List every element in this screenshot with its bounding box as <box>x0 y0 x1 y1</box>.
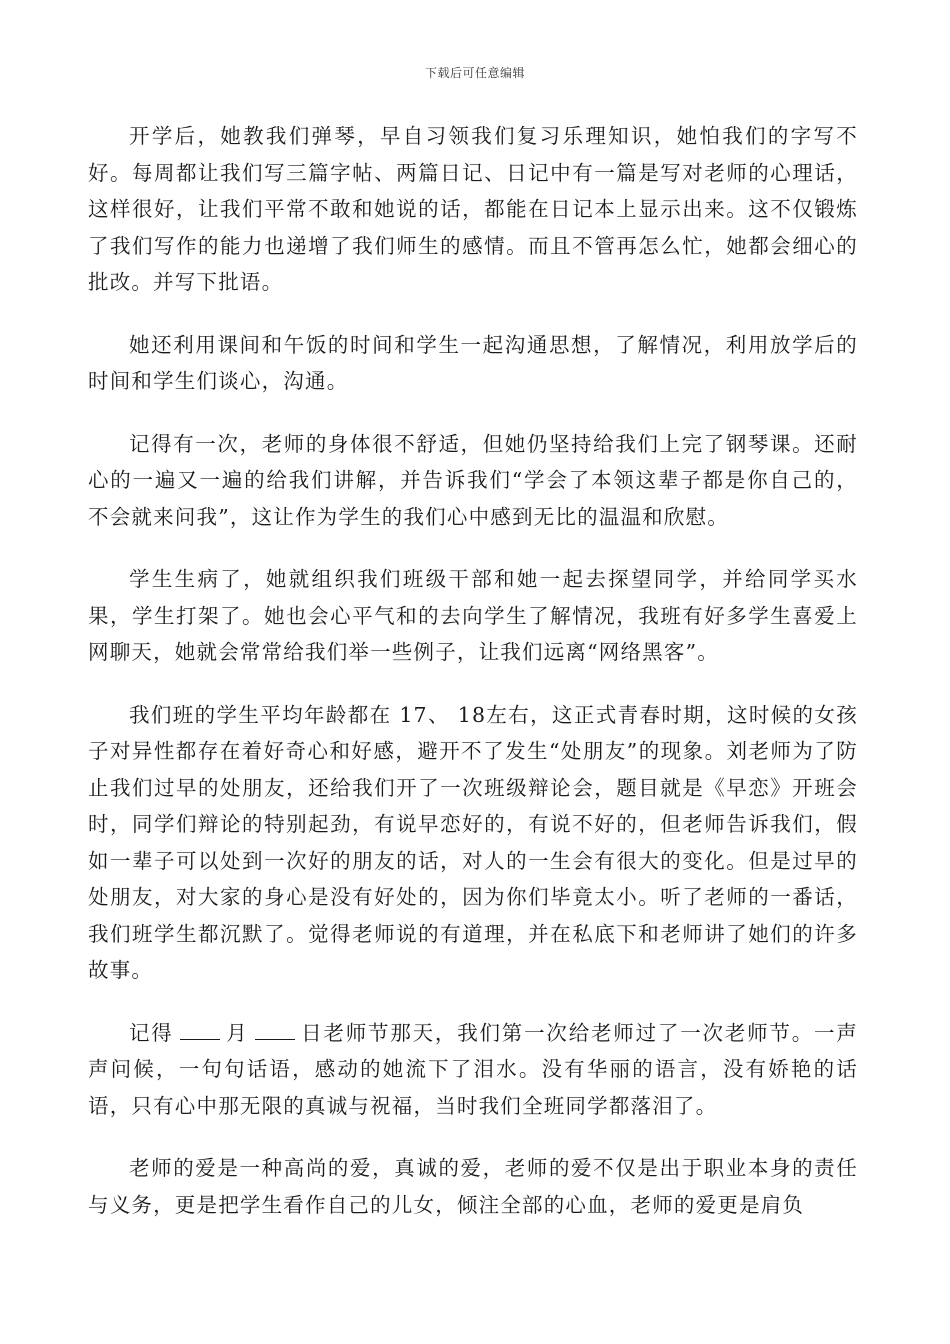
teachers-day-text-3: 日老师节那天，我们第一次给老师过了一次老师节。一声声问候，一句句话语，感动的她流下了泪水。没有华丽的语言，没有娇艳的话语，只有心中那无限的真诚与祝福，当时我们全班同学都落泪了。 <box>88 1020 859 1118</box>
paragraph-last: 老师的爱是一种高尚的爱，真诚的爱，老师的爱不仅是出于职业本身的责任与义务，更是把学生看作自己的儿女，倾注全部的心血，老师的爱更是肩负 <box>88 1156 858 1217</box>
paragraph-3: 记得有一次，老师的身体很不舒适，但她仍坚持给我们上完了钢琴课。还耐心的一遍又一遍的给我们讲解，并告诉我们“学会了本领这辈子都是你自己的，不会就来问我”，这让作为学生的我们心中感到无比的温温和欣慰。 <box>88 431 858 529</box>
paragraph-4: 学生生病了，她就组织我们班级干部和她一起去探望同学，并给同学买水果，学生打架了。她也会心平气和的去向学生了解情况，我班有好多学生喜爱上网聊天，她就会常常给我们举一些例子，让我们远离“网络黑客”。 <box>88 567 858 664</box>
paragraph-5: 我们班的学生平均年龄都在 17、 18左右，这正式青春时期，这时候的女孩子对异性都存在着好奇心和好感，避开不了发生“处朋友”的现象。刘老师为了防止我们过早的处朋友，还给我们开了一次班级辩论会，题目就是《早恋》开班会时，同学们辩论的特别起劲，有说早恋好的，有说不好的，但老师告诉我们，假如一辈子可以处到一次好的朋友的话，对人的一生会有很大的变化。但是过早的处朋友，对大家的身心是没有好处的，因为你们毕竟太小。听了老师的一番话，我们班学生都沉默了。觉得老师说的有道理，并在私底下和老师讲了她们的许多故事。 <box>88 702 858 982</box>
month-blank <box>180 1021 220 1040</box>
paragraph-1: 开学后，她教我们弹琴，早自习领我们复习乐理知识，她怕我们的字写不好。每周都让我们写三篇字帖、两篇日记、日记中有一篇是写对老师的心理话，这样很好，让我们平常不敢和她说的话，都能在日记本上显示出来。这不仅锻炼了我们写作的能力也递增了我们师生的感情。而且不管再怎么忙，她都会细心的批改。并写下批语。 <box>88 124 858 294</box>
teachers-day-text-2: 月 <box>225 1020 249 1045</box>
day-blank <box>255 1021 295 1040</box>
paragraph-teachers-day <box>88 1015 858 1125</box>
teachers-day-text-1: 记得 <box>129 1020 174 1045</box>
page-header: 下载后可任意编辑 <box>424 66 525 80</box>
paragraph-2: 她还利用课间和午饭的时间和学生一起沟通思想，了解情况，利用放学后的时间和学生们谈心，沟通。 <box>88 332 858 393</box>
document-body <box>88 118 858 1249</box>
